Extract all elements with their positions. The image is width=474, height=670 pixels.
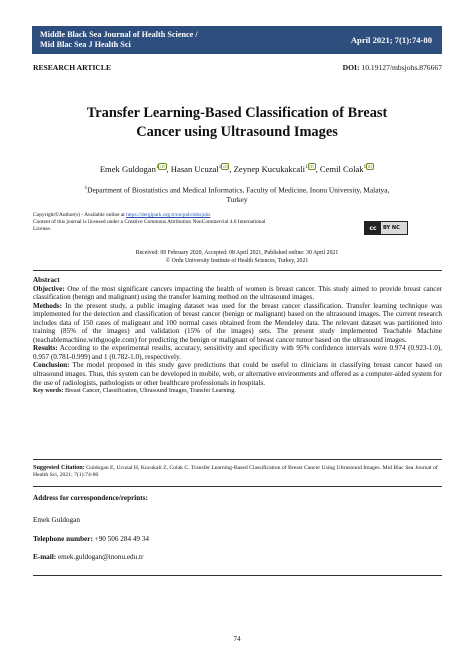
author-list bbox=[32, 163, 442, 174]
affiliation-line1: Department of Biostatistics and Medical Informatics, Faculty of Medicine, Inonu University, Malatya, bbox=[87, 185, 390, 195]
correspondence-email bbox=[33, 553, 333, 561]
orcid-icon[interactable]: iD bbox=[223, 164, 228, 169]
author bbox=[171, 164, 234, 174]
results-label: Results: bbox=[33, 344, 58, 353]
journal-name bbox=[40, 30, 198, 50]
suggested-citation-label: Suggested Citation: bbox=[33, 464, 85, 471]
methods-text: In the present study, a public imaging dataset was used for the breast cancer classification. Transfer learning technique was implemented for the detection and classification of breast cancer (benign or malignant) based on the ultrasound images. The current research includes data of 150 cases of malignant and 100 normal cases obtained from the Mendeley data. The relevant dataset was partitioned into training (85% of the images) and validation (15% of the images) sets. The present study implemented Teachable Machine (teachablemachine.withgoogle.com) for predicting the benign or malignant of breast cancer tumor based on the ultrasound images. bbox=[33, 301, 442, 344]
author-name: Cemil Colak bbox=[319, 163, 364, 174]
affiliation-mark: 1 bbox=[305, 165, 308, 170]
phone-label: Telephone number: bbox=[33, 535, 93, 543]
author-separator: , bbox=[229, 163, 234, 174]
correspondence-name: Emek Guldogan bbox=[33, 516, 80, 524]
orcid-icon[interactable]: iD bbox=[309, 164, 314, 169]
author-name: Hasan Ucuzal bbox=[170, 163, 219, 174]
article-type: RESEARCH ARTICLE bbox=[33, 63, 112, 72]
abstract bbox=[33, 276, 442, 396]
keywords-label: Key words: bbox=[33, 387, 64, 395]
keywords bbox=[33, 387, 442, 396]
orcid-icon[interactable]: iD bbox=[160, 164, 165, 169]
affiliation-mark: 1 bbox=[155, 165, 159, 170]
correspondence-title: Address for correspondence/reprints: bbox=[33, 494, 148, 502]
affiliation-mark: 1 bbox=[363, 165, 367, 170]
copyright-prefix: Copyright©Author(s) - Available online at bbox=[33, 212, 127, 218]
phone-value: +90 506 284 49 34 bbox=[92, 535, 150, 543]
divider bbox=[33, 575, 442, 576]
suggested-citation bbox=[33, 464, 442, 480]
issue-info: April 2021; 7(1):74-80 bbox=[350, 35, 432, 45]
divider bbox=[33, 270, 442, 271]
article-title-line1: Transfer Learning-Based Classification of Breast bbox=[86, 105, 388, 121]
article-meta-row bbox=[33, 63, 442, 72]
conclusion-label: Conclusion: bbox=[33, 361, 70, 370]
methods-label: Methods: bbox=[33, 301, 62, 310]
author-name: Zeynep Kucukakcali bbox=[233, 163, 305, 174]
suggested-citation-text: Guldogan E, Ucuzal H, Kucukali Z, Colak C. Transfer Learning-Based Classification of Breast Cancer Using Ultrasound Images. Mid Blac Sea Journal of Health Sci, 2021; 7(1):74-80 bbox=[33, 465, 438, 479]
objective-label: Objective: bbox=[33, 284, 65, 293]
email-label: E-mail: bbox=[33, 553, 57, 561]
article-title bbox=[40, 104, 434, 142]
abstract-objective bbox=[33, 285, 442, 302]
affiliation-mark: 1 bbox=[218, 165, 222, 170]
cc-logo-icon: cc bbox=[365, 222, 381, 234]
abstract-heading: Abstract bbox=[33, 276, 60, 284]
license-text-end: License. bbox=[33, 226, 52, 232]
author-separator: , bbox=[166, 163, 171, 174]
article-title-line2: Cancer using Ultrasound Images bbox=[136, 124, 338, 140]
divider bbox=[33, 486, 442, 487]
results-text: According to the experimental results, accuracy, sensitivity and specificity with 95% confidence intervals were 0.974 (0.923-1.0), 0.957 (0.781-0.999) and 1 (0.782-1.0), respectively. bbox=[33, 344, 442, 361]
orcid-icon[interactable]: iD bbox=[367, 164, 373, 169]
correspondence-phone bbox=[33, 535, 333, 543]
email-value[interactable]: emek.guldogan@inonu.edu.tr bbox=[56, 553, 144, 561]
author bbox=[320, 164, 374, 174]
journal-name-line1: Middle Black Sea Journal of Health Science / bbox=[40, 30, 198, 39]
objective-text: One of the most significant cancers impacting the health of women is breast cancer. This study aimed to provide breast cancer classification (benign and malignant) using the transfer learning method on the ultrasound images. bbox=[33, 284, 442, 302]
creative-commons-badge-icon[interactable] bbox=[364, 221, 408, 235]
publication-dates bbox=[32, 250, 442, 265]
journal-name-line2: Mid Blac Sea J Health Sci bbox=[40, 40, 131, 49]
license-text: Content of this journal is licensed under a Creative Commons Attribution NonCommercial 4.0 International bbox=[33, 219, 266, 225]
author bbox=[234, 164, 320, 174]
author-separator: , bbox=[315, 163, 320, 174]
affiliation bbox=[46, 184, 428, 205]
page-number: 74 bbox=[233, 635, 241, 643]
copyright-notice bbox=[33, 212, 333, 233]
author-name: Emek Guldogan bbox=[99, 163, 156, 174]
abstract-results bbox=[33, 344, 442, 361]
journal-header-banner bbox=[32, 26, 442, 54]
divider bbox=[33, 459, 442, 460]
keywords-text: Breast Cancer, Classification, Ultrasound Images, Transfer Learning. bbox=[63, 387, 236, 395]
journal-link[interactable]: https://dergipark.org.tr/en/pub/mbsjohs bbox=[126, 212, 211, 218]
conclusion-text: The model proposed in this study gave predictions that could be useful to clinicians in classifying breast cancer based on ultrasound images. Thus, this system can be developed in mobile, web, or alternative environments and offered as a computer-aided system for the use of radiologists, pathologists or other healthcare professionals in hospitals. bbox=[33, 361, 442, 387]
doi-label: DOI: bbox=[342, 63, 360, 72]
abstract-methods bbox=[33, 302, 442, 345]
author bbox=[100, 164, 171, 174]
doi bbox=[343, 63, 442, 72]
affiliation-number: 1 bbox=[84, 186, 88, 191]
received-accepted-dates: Received: 09 February 2020, Accepted: 08 April 2021, Published online: 30 April 2021 bbox=[135, 250, 339, 256]
abstract-conclusion bbox=[33, 361, 442, 387]
doi-value[interactable]: 10.19127/mbsjohs.876667 bbox=[361, 63, 442, 72]
institution-copyright: © Ordu University Institute of Health Sciences, Turkey, 2021 bbox=[165, 257, 309, 264]
cc-license-tags: BY NC bbox=[383, 225, 400, 231]
affiliation-line2: Turkey bbox=[226, 195, 248, 205]
